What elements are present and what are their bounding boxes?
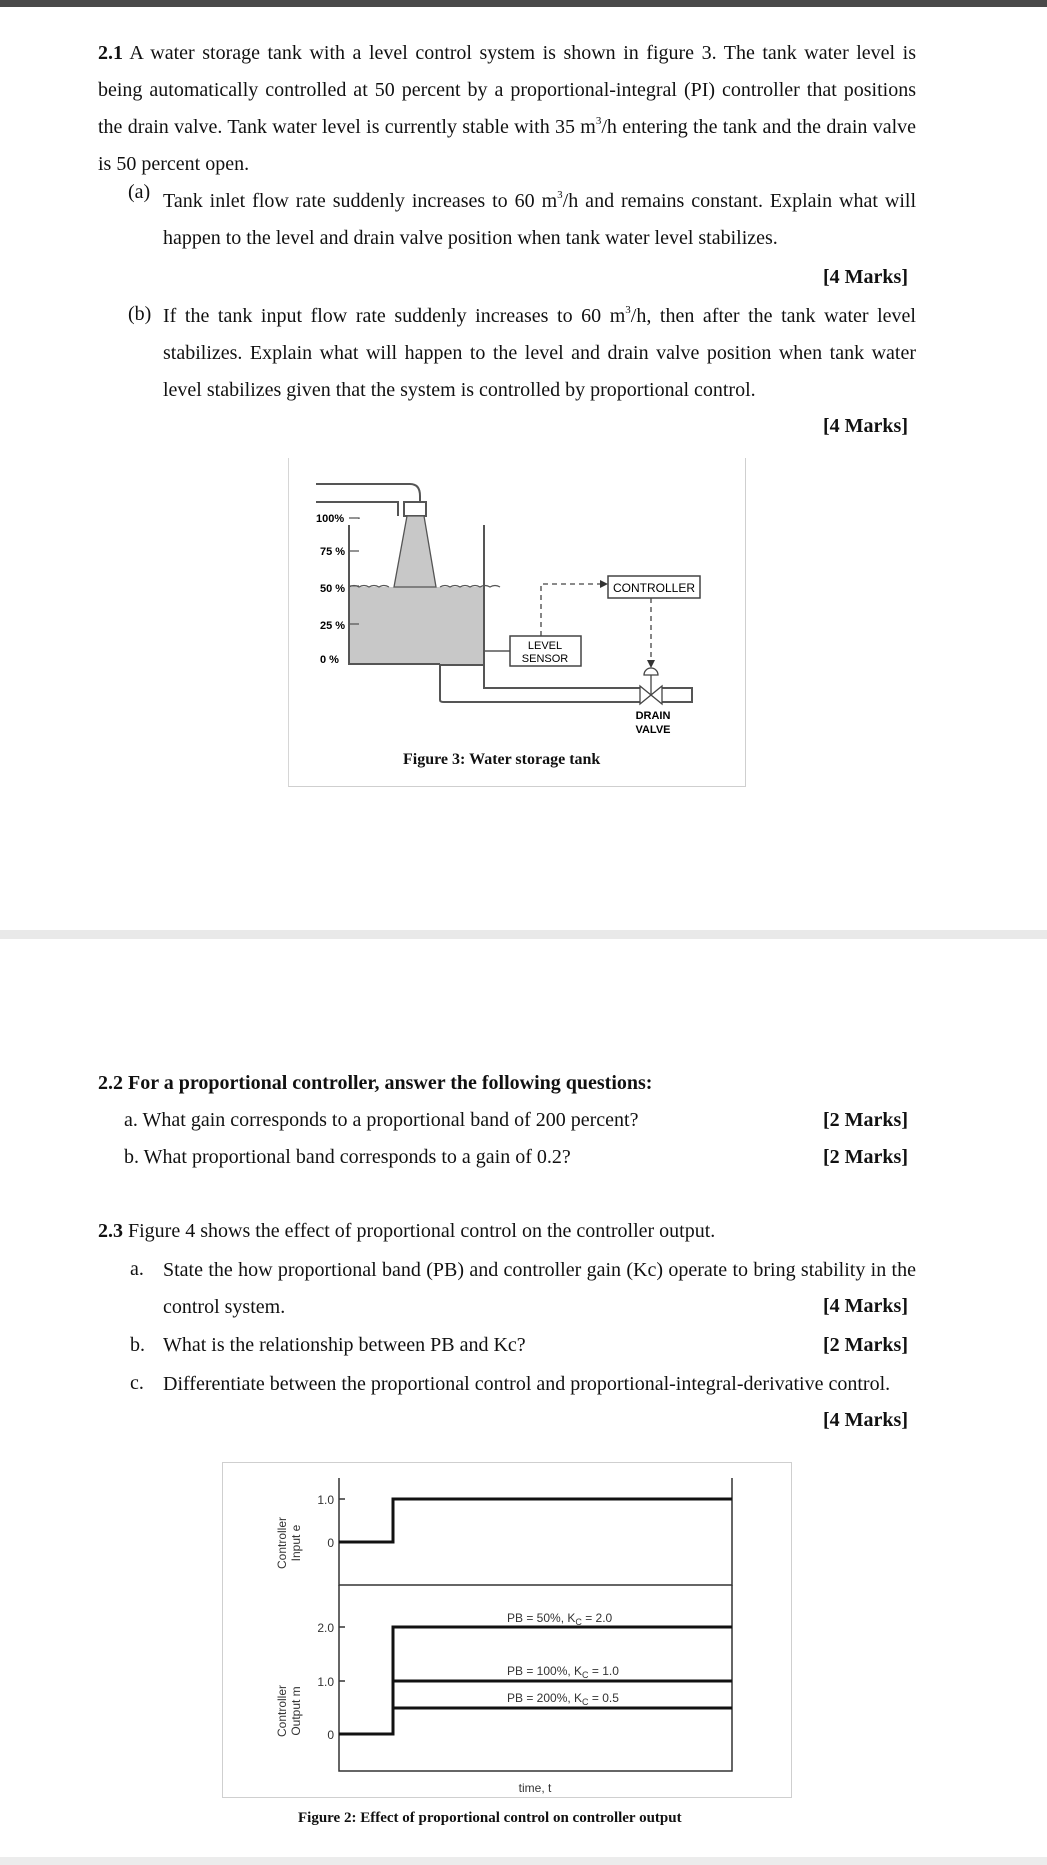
q23b-text: What is the relationship between PB and Kc? — [163, 1334, 526, 1356]
figure2-chart — [0, 1450, 1047, 1810]
level-100: 100% — [316, 513, 345, 525]
q21a-marks: [4 Marks] — [823, 266, 908, 288]
q21-stem: 2.1 A water storage tank with a level control system is shown in figure 3. The tank water level is being automatically controlled at 50 percent by a proportional-integral (PI) controller that positions the drain valve. Tank water level is currently stable with 35 $m^3/h$ entering the tank and the drain valve is 50 percent open. — [98, 42, 917, 175]
q22-heading: 2.2 For a proportional controller, answer the following questions: — [98, 1072, 653, 1094]
q22a-text: a. What gain corresponds to a proportional band of 200 percent? — [124, 1109, 639, 1131]
svg-text:Controller: Controller — [275, 1516, 289, 1570]
q21b-marks: [4 Marks] — [823, 415, 908, 437]
bottom-bar — [0, 1857, 1047, 1865]
valve-actuator — [644, 668, 658, 675]
q21a-prefix: (a) — [128, 181, 151, 203]
inlet-nozzle — [404, 502, 426, 516]
level-0: 0 % — [320, 654, 339, 666]
svg-text:Controller: Controller — [275, 1684, 289, 1738]
inlet-stream — [394, 516, 436, 587]
output-tick-0: 0 — [327, 1728, 334, 1742]
q23b-prefix: b. — [130, 1334, 145, 1356]
input-tick-1: 1.0 — [317, 1493, 334, 1507]
output-tick-1: 1.0 — [317, 1675, 334, 1689]
page-divider — [0, 930, 1047, 939]
q21a-text: Tank inlet flow rate suddenly increases to 60 $m^3/h$ and remains constant. Explain what will happen to the level and drain valve position when tank water level stabilizes. — [163, 189, 917, 249]
tank-water — [349, 587, 484, 664]
q21b-prefix: (b) — [128, 303, 152, 325]
svg-text:Input e: Input e — [289, 1524, 303, 1562]
level-25: 25 % — [320, 620, 346, 632]
figure3-diagram — [0, 0, 1047, 800]
figure3-caption: Figure 3: Water storage tank — [403, 751, 601, 768]
svg-text:SENSOR: SENSOR — [521, 653, 569, 665]
q21b-text: If the tank input flow rate suddenly increases to 60 $m^3/h$, then after the tank water level stabilizes. Explain what will happen to the level and drain valve position when tank water level stabilizes given that the system is controlled by proportional control. — [163, 304, 916, 401]
level-50: 50 % — [320, 583, 346, 595]
level-75: 75 % — [320, 546, 346, 558]
svg-text:Output m: Output m — [289, 1686, 303, 1736]
svg-text:VALVE: VALVE — [635, 724, 671, 736]
q23a-text: State the how proportional band (PB) and controller gain (Kc) operate to bring stability in the control system. — [163, 1259, 916, 1318]
q22b-marks: [2 Marks] — [823, 1146, 908, 1168]
figure2-caption: Figure 2: Effect of proportional control on controller output — [298, 1810, 682, 1826]
svg-text:DRAIN: DRAIN — [635, 710, 671, 722]
label-pb100: PB = 100%, $K_C = 1.0$ — [507, 1664, 619, 1680]
q21-number: 2.1 — [98, 42, 123, 64]
q23-intro: 2.3 Figure 4 shows the effect of proportional control on the controller output. — [98, 1220, 716, 1242]
q23a-prefix: a. — [130, 1258, 144, 1280]
input-tick-0: 0 — [327, 1536, 334, 1550]
q23c-text: Differentiate between the proportional control and proportional-integral-derivative control. — [163, 1373, 891, 1395]
label-pb50: PB = 50%, $K_C = 2.0$ — [507, 1611, 613, 1627]
x-axis-label: time, t — [518, 1781, 552, 1795]
label-pb200: PB = 200%, $K_C = 0.5$ — [507, 1691, 619, 1707]
q22b-text: b. What proportional band corresponds to a gain of 0.2? — [124, 1146, 571, 1168]
svg-text:CONTROLLER: CONTROLLER — [612, 581, 696, 595]
output-tick-2: 2.0 — [317, 1621, 334, 1635]
q23c-prefix: c. — [130, 1372, 144, 1394]
svg-text:LEVEL: LEVEL — [527, 640, 563, 652]
q23a-marks: [4 Marks] — [823, 1295, 908, 1317]
q23b-marks: [2 Marks] — [823, 1334, 908, 1356]
q23c-marks: [4 Marks] — [823, 1409, 908, 1431]
q22a-marks: [2 Marks] — [823, 1109, 908, 1131]
input-step-line — [339, 1499, 732, 1542]
input-panel — [339, 1478, 732, 1585]
